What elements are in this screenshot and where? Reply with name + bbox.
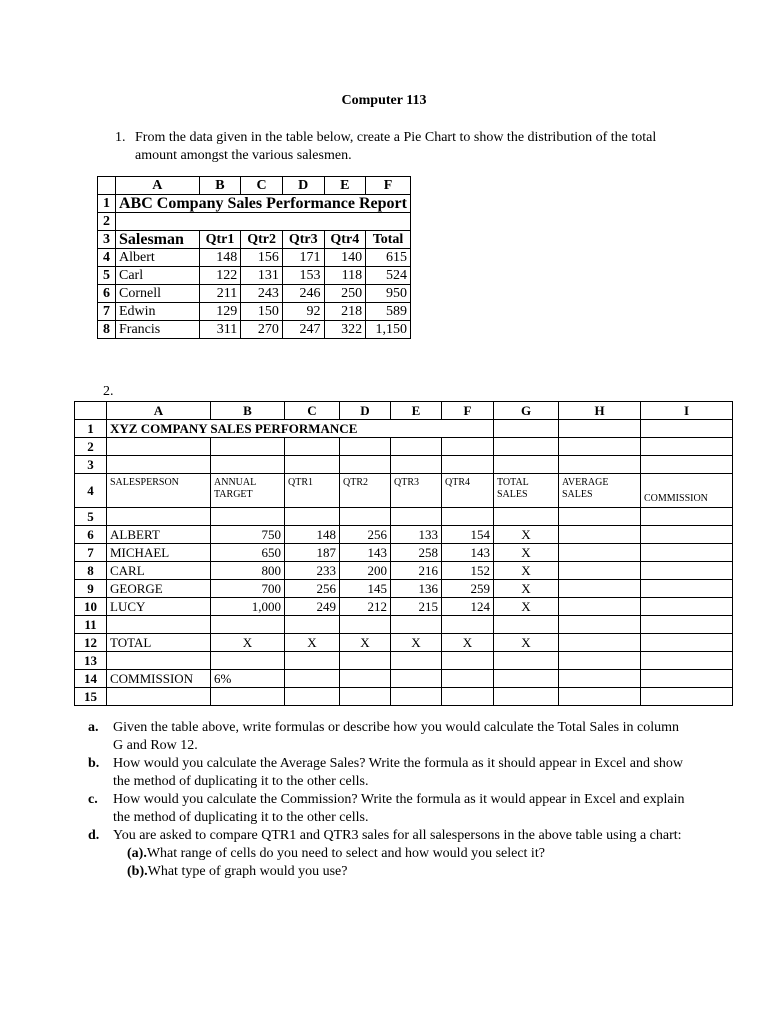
- cell: COMMISSION: [107, 670, 211, 688]
- table-row: [75, 508, 733, 526]
- cell: [641, 420, 733, 438]
- cell: 247: [282, 321, 324, 339]
- column-header: B: [211, 402, 285, 420]
- cell: 152: [442, 562, 494, 580]
- cell: Cornell: [116, 285, 200, 303]
- cell: 589: [366, 303, 411, 321]
- cell: 187: [285, 544, 340, 562]
- row-number: 1: [75, 420, 107, 438]
- question-1: [115, 129, 695, 165]
- cell: 215: [391, 598, 442, 616]
- report-title: ABC Company Sales Performance Report: [116, 195, 411, 213]
- table-row: [98, 285, 411, 303]
- column-header: A: [116, 177, 200, 195]
- cell: 143: [340, 544, 391, 562]
- corner-cell: [75, 402, 107, 420]
- table-row: [75, 456, 733, 474]
- row-number: 13: [75, 652, 107, 670]
- cell: X: [340, 634, 391, 652]
- cell: 216: [391, 562, 442, 580]
- cell: Carl: [116, 267, 200, 285]
- abc-sales-table: [97, 176, 411, 339]
- cell: [494, 420, 559, 438]
- header-cell: AVERAGE SALES: [559, 474, 641, 508]
- cell: 650: [211, 544, 285, 562]
- cell: 256: [285, 580, 340, 598]
- cell: X: [494, 562, 559, 580]
- header-cell: Qtr3: [282, 231, 324, 249]
- table-row: [75, 616, 733, 634]
- cell: 133: [391, 526, 442, 544]
- row-number: 4: [75, 474, 107, 508]
- cell: 750: [211, 526, 285, 544]
- cell: X: [442, 634, 494, 652]
- question-text: From the data given in the table below, create a Pie Chart to show the distribution of the total amount amongst the various salesmen.: [135, 130, 657, 163]
- cell: 233: [285, 562, 340, 580]
- table-header-row: [75, 474, 733, 508]
- column-header: D: [340, 402, 391, 420]
- cell: 131: [241, 267, 283, 285]
- cell: Edwin: [116, 303, 200, 321]
- cell: 311: [199, 321, 241, 339]
- row-number: 2: [98, 213, 116, 231]
- header-cell: COMMISSION: [641, 474, 733, 508]
- cell: X: [391, 634, 442, 652]
- cell: 148: [199, 249, 241, 267]
- row-number: 5: [98, 267, 116, 285]
- column-header: C: [285, 402, 340, 420]
- question-number: 1.: [115, 130, 126, 145]
- table-row: [98, 321, 411, 339]
- question-label: a.: [88, 720, 99, 735]
- row-number: 12: [75, 634, 107, 652]
- cell: 258: [391, 544, 442, 562]
- row-number: 3: [98, 231, 116, 249]
- cell: MICHAEL: [107, 544, 211, 562]
- cell: 200: [340, 562, 391, 580]
- column-header: F: [442, 402, 494, 420]
- row-number: 10: [75, 598, 107, 616]
- cell: 153: [282, 267, 324, 285]
- cell: X: [494, 544, 559, 562]
- row-number: 11: [75, 616, 107, 634]
- list-item: [88, 791, 688, 827]
- column-header: E: [391, 402, 442, 420]
- cell: 243: [241, 285, 283, 303]
- header-cell: QTR4: [442, 474, 494, 508]
- list-item: [88, 755, 688, 791]
- column-header-row: [98, 177, 411, 195]
- table-row: [75, 598, 733, 616]
- list-item: [88, 827, 688, 881]
- header-cell: Qtr4: [324, 231, 366, 249]
- column-header: B: [199, 177, 241, 195]
- cell: 145: [340, 580, 391, 598]
- cell: TOTAL: [107, 634, 211, 652]
- question-text: Given the table above, write formulas or describe how you would calculate the Total Sales in column G and Row 12.: [113, 720, 679, 753]
- subquestion-text: What range of cells do you need to select and how would you select it?: [146, 846, 545, 861]
- report-title: XYZ COMPANY SALES PERFORMANCE: [107, 420, 494, 438]
- row-number: 6: [98, 285, 116, 303]
- header-cell: SALESPERSON: [107, 474, 211, 508]
- cell: 256: [340, 526, 391, 544]
- table-row: [75, 544, 733, 562]
- row-number: 2: [75, 438, 107, 456]
- table-row: [75, 420, 733, 438]
- question-label: b.: [88, 756, 100, 771]
- empty-cell: [116, 213, 411, 231]
- cell: X: [494, 526, 559, 544]
- cell: [559, 420, 641, 438]
- header-cell: QTR3: [391, 474, 442, 508]
- table-header-row: [98, 231, 411, 249]
- subquestion-text: What type of graph would you use?: [147, 864, 348, 879]
- cell: Albert: [116, 249, 200, 267]
- question-text: How would you calculate the Average Sales? Write the formula as it should appear in Excel and show the method of duplicating it to the other cells.: [113, 756, 684, 789]
- cell: 129: [199, 303, 241, 321]
- cell: X: [494, 634, 559, 652]
- header-cell: QTR1: [285, 474, 340, 508]
- table-row: [98, 195, 411, 213]
- row-number: 15: [75, 688, 107, 706]
- cell: 1,150: [366, 321, 411, 339]
- cell: 700: [211, 580, 285, 598]
- header-cell: Salesman: [116, 231, 200, 249]
- table-row: [75, 688, 733, 706]
- row-number: 6: [75, 526, 107, 544]
- question-text: How would you calculate the Commission? Write the formula as it would appear in Excel and explain the method of duplicating it to the other cells.: [113, 792, 685, 825]
- cell: 800: [211, 562, 285, 580]
- cell: GEORGE: [107, 580, 211, 598]
- header-cell: ANNUAL TARGET: [211, 474, 285, 508]
- cell: CARL: [107, 562, 211, 580]
- cell: 246: [282, 285, 324, 303]
- column-header: G: [494, 402, 559, 420]
- row-number: 9: [75, 580, 107, 598]
- question-label: d.: [88, 828, 100, 843]
- cell: 524: [366, 267, 411, 285]
- row-number: 5: [75, 508, 107, 526]
- table-row: [98, 267, 411, 285]
- cell: X: [494, 598, 559, 616]
- row-number: 8: [75, 562, 107, 580]
- table-row: [75, 652, 733, 670]
- table-row: [75, 580, 733, 598]
- subquestion: [113, 863, 688, 881]
- row-number: 1: [98, 195, 116, 213]
- column-header: I: [641, 402, 733, 420]
- cell: 154: [442, 526, 494, 544]
- table-row: [75, 438, 733, 456]
- cell: 148: [285, 526, 340, 544]
- table-row: [75, 562, 733, 580]
- cell: 218: [324, 303, 366, 321]
- cell: X: [494, 580, 559, 598]
- question-list: [88, 719, 688, 881]
- subquestion: [113, 845, 688, 863]
- column-header: E: [324, 177, 366, 195]
- header-cell: QTR2: [340, 474, 391, 508]
- cell: 270: [241, 321, 283, 339]
- column-header: H: [559, 402, 641, 420]
- table-row: [98, 303, 411, 321]
- cell: 249: [285, 598, 340, 616]
- cell: 136: [391, 580, 442, 598]
- row-number: 8: [98, 321, 116, 339]
- question-2-number: 2.: [103, 384, 114, 399]
- question-text: You are asked to compare QTR1 and QTR3 sales for all salespersons in the above table using a chart:: [113, 828, 682, 843]
- cell: LUCY: [107, 598, 211, 616]
- row-number: 14: [75, 670, 107, 688]
- row-number: 7: [75, 544, 107, 562]
- table-row: [98, 213, 411, 231]
- subquestion-label: (a).: [127, 846, 147, 861]
- header-cell: TOTAL SALES: [494, 474, 559, 508]
- subquestion-label: (b).: [127, 864, 148, 879]
- table-row: [75, 526, 733, 544]
- list-item: [88, 719, 688, 755]
- cell: 250: [324, 285, 366, 303]
- column-header: C: [241, 177, 283, 195]
- cell: 150: [241, 303, 283, 321]
- column-header: F: [366, 177, 411, 195]
- table-row: [98, 249, 411, 267]
- header-cell: Qtr1: [199, 231, 241, 249]
- cell: 140: [324, 249, 366, 267]
- header-cell: Total: [366, 231, 411, 249]
- cell: X: [285, 634, 340, 652]
- cell: ALBERT: [107, 526, 211, 544]
- question-label: c.: [88, 792, 98, 807]
- header-cell: Qtr2: [241, 231, 283, 249]
- cell: 615: [366, 249, 411, 267]
- cell: 143: [442, 544, 494, 562]
- cell: 211: [199, 285, 241, 303]
- row-number: 7: [98, 303, 116, 321]
- column-header-row: [75, 402, 733, 420]
- cell: 212: [340, 598, 391, 616]
- cell: 322: [324, 321, 366, 339]
- page-title: Computer 113: [341, 93, 427, 108]
- cell: 950: [366, 285, 411, 303]
- corner-cell: [98, 177, 116, 195]
- commission-row: [75, 670, 733, 688]
- column-header: A: [107, 402, 211, 420]
- cell: 259: [442, 580, 494, 598]
- cell: Francis: [116, 321, 200, 339]
- row-number: 4: [98, 249, 116, 267]
- row-number: 3: [75, 456, 107, 474]
- cell: 156: [241, 249, 283, 267]
- cell: X: [211, 634, 285, 652]
- cell: 124: [442, 598, 494, 616]
- cell: 92: [282, 303, 324, 321]
- cell: 6%: [211, 670, 285, 688]
- cell: 118: [324, 267, 366, 285]
- xyz-sales-table: [74, 401, 733, 706]
- cell: 1,000: [211, 598, 285, 616]
- total-row: [75, 634, 733, 652]
- column-header: D: [282, 177, 324, 195]
- cell: 171: [282, 249, 324, 267]
- cell: 122: [199, 267, 241, 285]
